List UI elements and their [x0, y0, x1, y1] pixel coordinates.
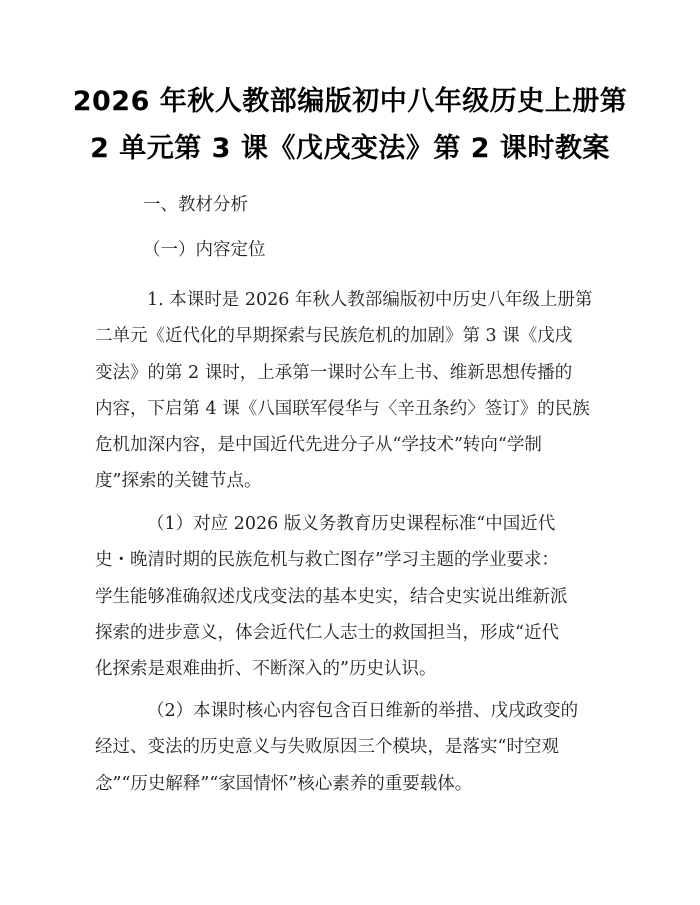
paragraph-line: （1）对应 2026 版义务教育历史课程标准“中国近代 [147, 514, 556, 534]
paragraph-curriculum-standard [95, 506, 605, 687]
paragraph-line: 探索的进步意义，体会近代仁人志士的救国担当，形成“近代 [95, 622, 559, 643]
paragraph-line: 经过、变法的历史意义与失败原因三个模块，是落实“时空观 [95, 737, 559, 758]
paragraph-line: 二单元《近代化的早期探索与民族危机的加剧》第 3 课《戊戌 [95, 326, 573, 347]
document-title-line-1: 2026 年秋人教部编版初中八年级历史上册第 [72, 86, 628, 117]
paragraph-core-content [95, 693, 605, 802]
paragraph-line: 1. 本课时是 2026 年秋人教部编版初中历史八年级上册第 [147, 290, 593, 310]
subsection-heading: （一）内容定位 [143, 240, 266, 260]
paragraph-line: 度”探索的关键节点。 [95, 471, 262, 492]
paragraph-line: 危机加深内容，是中国近代先进分子从“学技术”转向“学制 [95, 435, 542, 456]
document-title-line-2: 2 单元第 3 课《戊戌变法》第 2 课时教案 [90, 133, 610, 164]
paragraph-content-positioning [95, 282, 605, 500]
paragraph-line: 内容，下启第 4 课《八国联军侵华与〈辛丑条约〉签订》的民族 [95, 398, 590, 419]
paragraph-line: 念”“历史解释”“家国情怀”核心素养的重要载体。 [95, 773, 473, 794]
paragraph-line: 史・晚清时期的民族危机与救亡图存”学习主题的学业要求： [95, 550, 559, 571]
paragraph-line: 化探索是艰难曲折、不断深入的”历史认识。 [95, 659, 437, 680]
paragraph-line: 学生能够准确叙述戊戌变法的基本史实，结合史实说出维新派 [95, 586, 568, 607]
paragraph-line: （2）本课时核心内容包含百日维新的举措、戊戌政变的 [147, 701, 579, 721]
section-heading: 一、教材分析 [143, 195, 248, 215]
paragraph-line: 变法》的第 2 课时，上承第一课时公车上书、维新思想传播的 [95, 362, 573, 383]
